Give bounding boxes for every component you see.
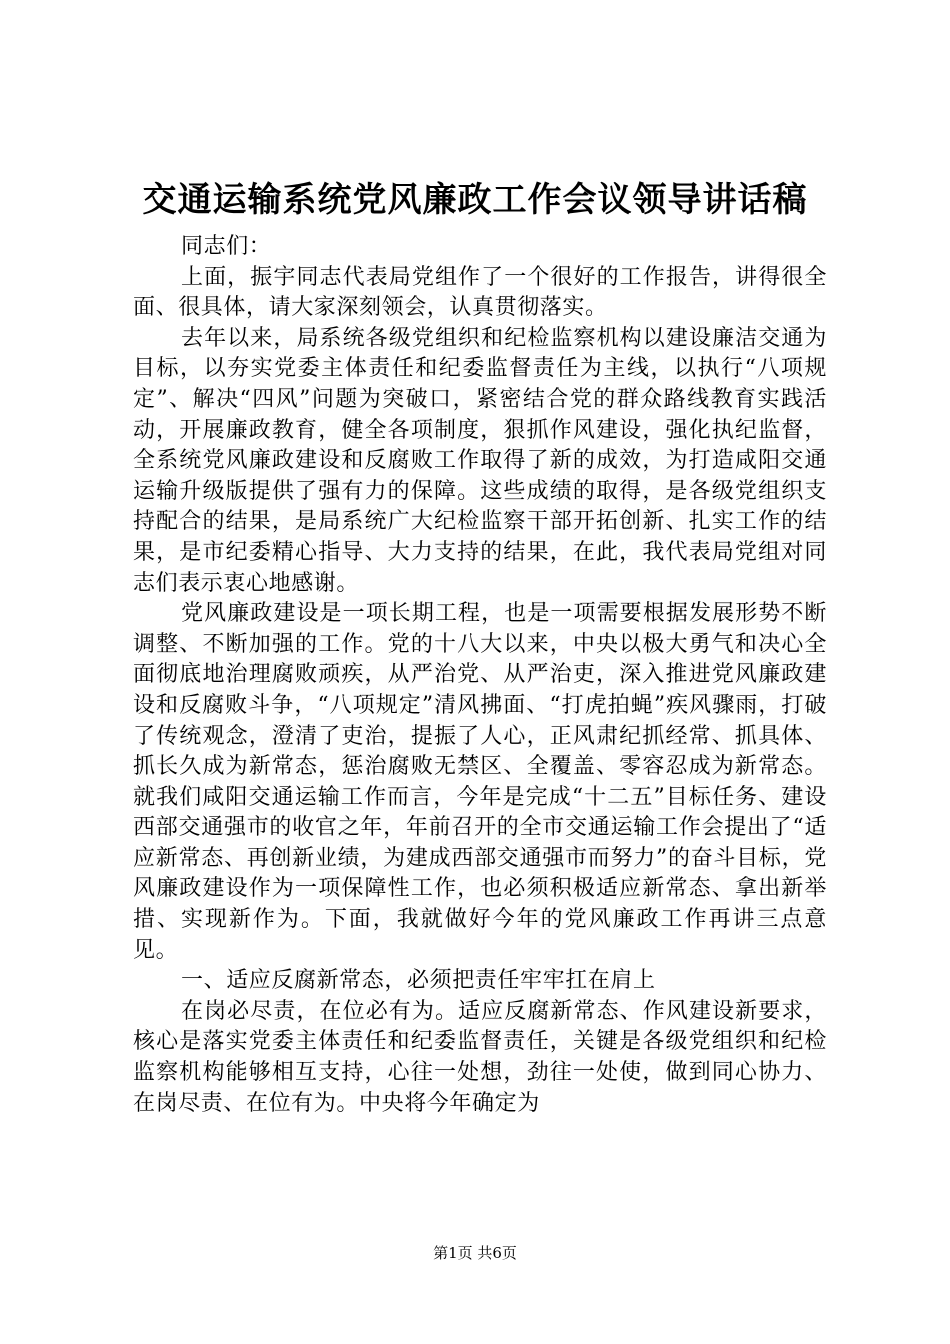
body-paragraph-2: 去年以来，局系统各级党组织和纪检监察机构以建设廉洁交通为目标，以夯实党委主体责任和纪委监督责任为主线，以执行“八项规定”、解决“四风”问题为突破口，紧密结合党的群众路线教育实践活动，开展廉政教育，健全各项制度，狠抓作风建设，强化执纪监督，全系统党风廉政建设和反腐败工作取得了新的成效，为打造咸阳交通运输升级版提供了强有力的保障。这些成绩的取得，是各级党组织支持配合的结果，是局系统广大纪检监察干部开拓创新、扎实工作的结果，是市纪委精心指导、大力支持的结果，在此，我代表局党组对同志们表示衷心地感谢。 — [133, 325, 827, 596]
body-paragraph-4: 在岗必尽责，在位必有为。适应反腐新常态、作风建设新要求，核心是落实党委主体责任和纪委监督责任，关键是各级党组织和纪检监察机构能够相互支持，心往一处想，劲往一处使，做到同心协力、在岗尽责、在位有为。中央将今年确定为 — [133, 998, 827, 1116]
document-title: 交通运输系统党风廉政工作会议领导讲话稿 — [142, 180, 808, 220]
page-footer: 第1页 共6页 — [433, 1244, 517, 1262]
body-paragraph-3: 党风廉政建设是一项长期工程，也是一项需要根据发展形势不断调整、不断加强的工作。党的十八大以来，中央以极大勇气和决心全面彻底地治理腐败顽疾，从严治党、从严治吏，深入推进党风廉政建设和反腐败斗争，“八项规定”清风拂面、“打虎拍蝇”疾风骤雨，打破了传统观念，澄清了吏治，提振了人心，正风肃纪抓经常、抓具体、抓长久成为新常态，惩治腐败无禁区、全覆盖、零容忍成为新常态。就我们咸阳交通运输工作而言，今年是完成“十二五”目标任务、建设西部交通强市的收官之年，年前召开的全市交通运输工作会提出了“适应新常态、再创新业绩，为建成西部交通强市而努力”的奋斗目标，党风廉政建设作为一项保障性工作，也必须积极适应新常态、拿出新举措、实现新作为。下面，我就做好今年的党风廉政工作再讲三点意见。 — [133, 601, 827, 963]
salutation-paragraph: 同志们： — [181, 234, 272, 259]
body-paragraph-1: 上面，振宇同志代表局党组作了一个很好的工作报告，讲得很全面、很具体，请大家深刻领会，认真贯彻落实。 — [133, 264, 827, 321]
document-body — [133, 232, 827, 1119]
section-heading-1: 一、适应反腐新常态，必须把责任牢牢扛在肩上 — [181, 968, 656, 994]
